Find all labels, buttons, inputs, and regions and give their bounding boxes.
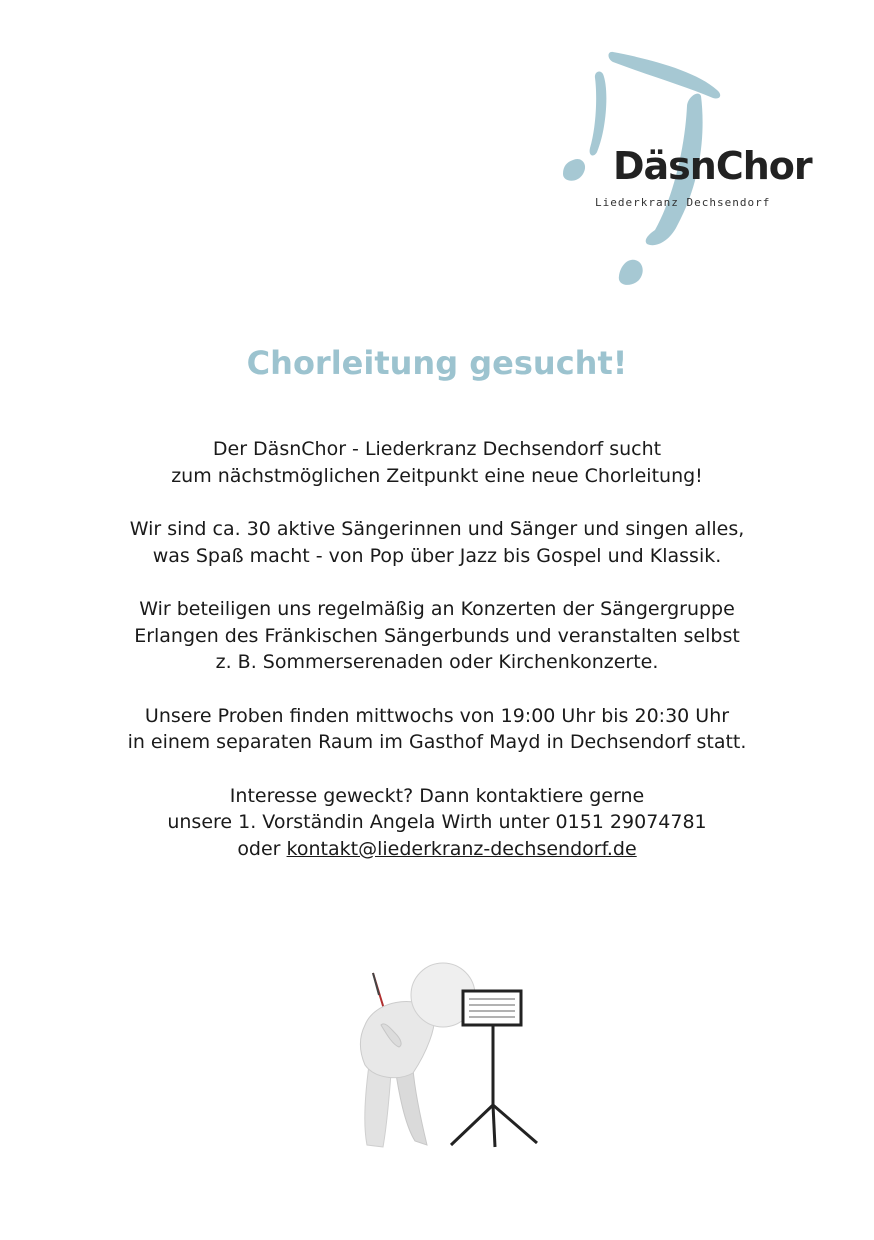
text-line: Der DäsnChor - Liederkranz Dechsendorf sucht [212, 438, 662, 460]
paragraph-contact [0, 783, 874, 863]
text-line: zum nächstmöglichen Zeitpunkt eine neue Chorleitung! [171, 464, 703, 487]
text-line: unsere 1. Vorständin Angela Wirth unter 0151 29074781 [167, 811, 707, 833]
paragraph-intro [0, 436, 874, 489]
conductor-figure-icon [355, 955, 555, 1155]
text-line: Erlangen des Fränkischen Sängerbunds und veranstalten selbst [134, 624, 740, 647]
logo-subtitle: Liederkranz Dechsendorf [595, 196, 771, 209]
page-title: Chorleitung gesucht! [246, 344, 628, 382]
text-line: Unsere Proben finden mittwochs von 19:00 Uhr bis 20:30 Uhr [144, 704, 730, 727]
contact-prefix: oder [237, 837, 287, 860]
contact-line [0, 836, 874, 863]
logo-name: DäsnChor [613, 144, 812, 188]
paragraph-rehearsals [0, 703, 874, 756]
text-line: Wir sind ca. 30 aktive Sängerinnen und Sänger und singen alles, [129, 518, 745, 540]
paragraph-concerts [0, 596, 874, 676]
paragraph-about [0, 516, 874, 569]
dasnchor-logo [555, 48, 812, 293]
text-line: Interesse geweckt? Dann kontaktiere gerne [229, 784, 645, 807]
text-line: z. B. Sommerserenaden oder Kirchenkonzerte. [215, 651, 659, 673]
text-line: was Spaß macht - von Pop über Jazz bis Gospel und Klassik. [152, 544, 722, 567]
text-line: Wir beteiligen uns regelmäßig an Konzerten der Sängergruppe [139, 598, 735, 620]
contact-email-link[interactable]: kontakt@liederkranz-dechsendorf.de [286, 837, 637, 860]
announcement-body [0, 436, 874, 889]
text-line: in einem separaten Raum im Gasthof Mayd in Dechsendorf statt. [127, 731, 747, 753]
